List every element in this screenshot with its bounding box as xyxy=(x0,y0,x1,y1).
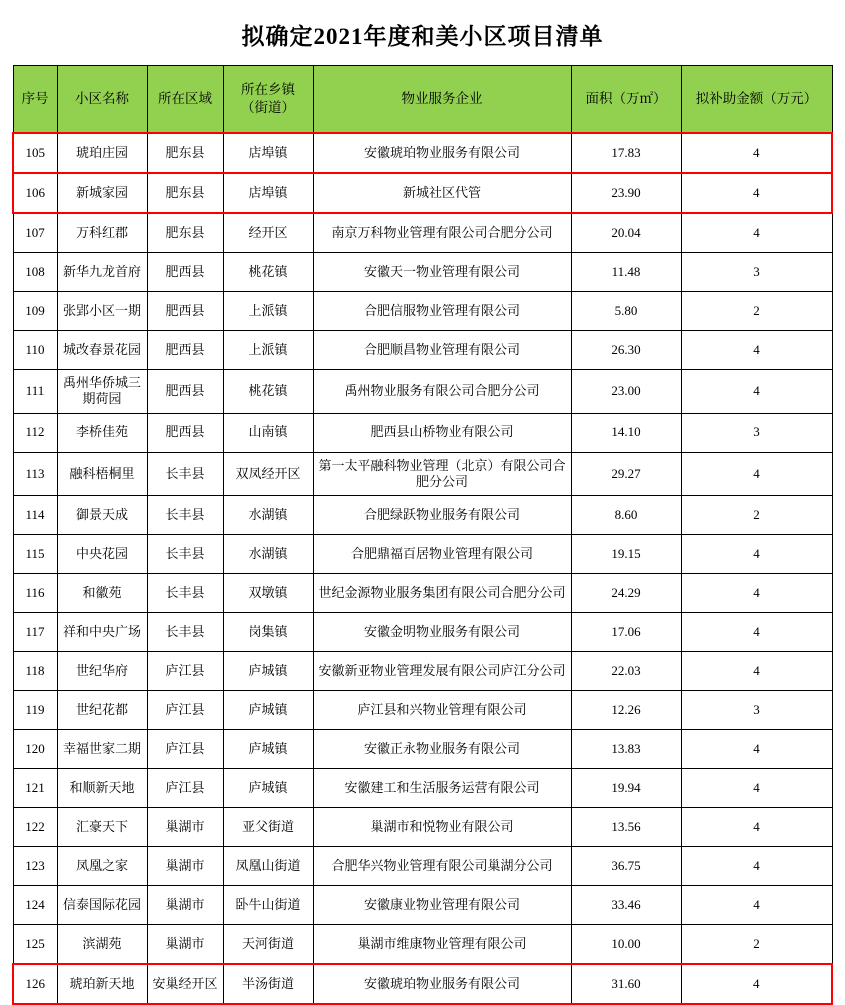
table-row xyxy=(13,253,832,292)
cell-subsidy-value: 4 xyxy=(681,808,832,847)
cell-row-index: 114 xyxy=(13,496,57,535)
cell-subsidy-value: 4 xyxy=(681,886,832,925)
cell-district: 巢湖市 xyxy=(147,808,223,847)
cell-area-value: 8.60 xyxy=(571,496,681,535)
cell-property-company: 合肥鼎福百居物业管理有限公司 xyxy=(313,535,571,574)
cell-township: 上派镇 xyxy=(223,292,313,331)
table-row xyxy=(13,173,832,213)
cell-district: 巢湖市 xyxy=(147,886,223,925)
table-row xyxy=(13,730,832,769)
cell-township: 庐城镇 xyxy=(223,730,313,769)
cell-township: 庐城镇 xyxy=(223,769,313,808)
cell-community-name: 融科梧桐里 xyxy=(57,452,147,496)
cell-subsidy-value: 4 xyxy=(681,613,832,652)
table-row xyxy=(13,370,832,414)
cell-community-name: 琥珀新天地 xyxy=(57,964,147,1004)
cell-township: 桃花镇 xyxy=(223,253,313,292)
table-row xyxy=(13,808,832,847)
table-row xyxy=(13,213,832,253)
cell-community-name: 李桥佳苑 xyxy=(57,413,147,452)
cell-row-index: 112 xyxy=(13,413,57,452)
cell-district: 长丰县 xyxy=(147,496,223,535)
cell-row-index: 110 xyxy=(13,331,57,370)
cell-property-company: 安徽新亚物业管理发展有限公司庐江分公司 xyxy=(313,652,571,691)
cell-row-index: 121 xyxy=(13,769,57,808)
cell-subsidy-value: 4 xyxy=(681,730,832,769)
table-row xyxy=(13,496,832,535)
cell-property-company: 合肥顺昌物业管理有限公司 xyxy=(313,331,571,370)
cell-property-company: 合肥华兴物业管理有限公司巢湖分公司 xyxy=(313,847,571,886)
cell-district: 庐江县 xyxy=(147,652,223,691)
cell-district: 肥西县 xyxy=(147,413,223,452)
table-row xyxy=(13,292,832,331)
cell-subsidy-value: 4 xyxy=(681,452,832,496)
cell-area-value: 13.56 xyxy=(571,808,681,847)
table-row xyxy=(13,847,832,886)
cell-community-name: 万科红郡 xyxy=(57,213,147,253)
cell-property-company: 第一太平融科物业管理（北京）有限公司合肥分公司 xyxy=(313,452,571,496)
cell-community-name: 城改春景花园 xyxy=(57,331,147,370)
table-row xyxy=(13,133,832,173)
cell-property-company: 肥西县山桥物业有限公司 xyxy=(313,413,571,452)
cell-township: 水湖镇 xyxy=(223,535,313,574)
table-row xyxy=(13,964,832,1004)
cell-district: 长丰县 xyxy=(147,613,223,652)
cell-row-index: 122 xyxy=(13,808,57,847)
cell-district: 庐江县 xyxy=(147,691,223,730)
cell-district: 肥西县 xyxy=(147,331,223,370)
cell-township: 亚父街道 xyxy=(223,808,313,847)
table-body xyxy=(13,133,832,1004)
cell-area-value: 36.75 xyxy=(571,847,681,886)
cell-row-index: 118 xyxy=(13,652,57,691)
cell-area-value: 14.10 xyxy=(571,413,681,452)
cell-area-value: 17.06 xyxy=(571,613,681,652)
cell-area-value: 19.15 xyxy=(571,535,681,574)
cell-area-value: 29.27 xyxy=(571,452,681,496)
cell-area-value: 17.83 xyxy=(571,133,681,173)
cell-township: 山南镇 xyxy=(223,413,313,452)
page-title: 拟确定2021年度和美小区项目清单 xyxy=(241,24,604,49)
cell-area-value: 24.29 xyxy=(571,574,681,613)
column-header-township xyxy=(223,66,313,134)
table-row xyxy=(13,652,832,691)
cell-area-value: 20.04 xyxy=(571,213,681,253)
cell-community-name: 禹州华侨城三期荷园 xyxy=(57,370,147,414)
cell-row-index: 125 xyxy=(13,925,57,965)
cell-community-name: 新华九龙首府 xyxy=(57,253,147,292)
cell-district: 巢湖市 xyxy=(147,925,223,965)
cell-township: 岗集镇 xyxy=(223,613,313,652)
cell-community-name: 御景天成 xyxy=(57,496,147,535)
cell-row-index: 106 xyxy=(13,173,57,213)
column-header-subsidy: 拟补助金额（万元） xyxy=(681,66,832,134)
cell-subsidy-value: 4 xyxy=(681,370,832,414)
cell-district: 肥东县 xyxy=(147,173,223,213)
table-row xyxy=(13,769,832,808)
column-header-district: 所在区域 xyxy=(147,66,223,134)
cell-property-company: 安徽天一物业管理有限公司 xyxy=(313,253,571,292)
cell-district: 肥东县 xyxy=(147,133,223,173)
cell-subsidy-value: 4 xyxy=(681,964,832,1004)
cell-community-name: 张郢小区一期 xyxy=(57,292,147,331)
cell-district: 长丰县 xyxy=(147,574,223,613)
cell-row-index: 119 xyxy=(13,691,57,730)
cell-property-company: 安徽康业物业管理有限公司 xyxy=(313,886,571,925)
cell-area-value: 5.80 xyxy=(571,292,681,331)
cell-row-index: 111 xyxy=(13,370,57,414)
cell-district: 肥西县 xyxy=(147,292,223,331)
cell-district: 长丰县 xyxy=(147,452,223,496)
cell-township: 凤凰山街道 xyxy=(223,847,313,886)
cell-community-name: 中央花园 xyxy=(57,535,147,574)
cell-community-name: 新城家园 xyxy=(57,173,147,213)
cell-row-index: 117 xyxy=(13,613,57,652)
table-row xyxy=(13,535,832,574)
cell-community-name: 凤凰之家 xyxy=(57,847,147,886)
table-row xyxy=(13,691,832,730)
cell-row-index: 124 xyxy=(13,886,57,925)
cell-district: 肥东县 xyxy=(147,213,223,253)
column-header-company: 物业服务企业 xyxy=(313,66,571,134)
cell-row-index: 113 xyxy=(13,452,57,496)
cell-property-company: 合肥信服物业管理有限公司 xyxy=(313,292,571,331)
table-header-row xyxy=(13,66,832,134)
cell-property-company: 巢湖市和悦物业有限公司 xyxy=(313,808,571,847)
cell-community-name: 和徽苑 xyxy=(57,574,147,613)
cell-subsidy-value: 4 xyxy=(681,847,832,886)
column-header-community-name: 小区名称 xyxy=(57,66,147,134)
cell-row-index: 116 xyxy=(13,574,57,613)
cell-township: 双墩镇 xyxy=(223,574,313,613)
cell-property-company: 巢湖市维康物业管理有限公司 xyxy=(313,925,571,965)
cell-row-index: 105 xyxy=(13,133,57,173)
cell-area-value: 23.90 xyxy=(571,173,681,213)
cell-subsidy-value: 4 xyxy=(681,173,832,213)
cell-row-index: 108 xyxy=(13,253,57,292)
table-row xyxy=(13,613,832,652)
cell-community-name: 汇豪天下 xyxy=(57,808,147,847)
cell-district: 庐江县 xyxy=(147,769,223,808)
column-header-township-line1: 所在乡镇 xyxy=(241,82,295,98)
cell-subsidy-value: 4 xyxy=(681,574,832,613)
cell-area-value: 10.00 xyxy=(571,925,681,965)
cell-township: 天河街道 xyxy=(223,925,313,965)
cell-area-value: 19.94 xyxy=(571,769,681,808)
cell-township: 经开区 xyxy=(223,213,313,253)
cell-township: 半汤街道 xyxy=(223,964,313,1004)
column-header-index: 序号 xyxy=(13,66,57,134)
column-header-area: 面积（万㎡） xyxy=(571,66,681,134)
cell-township: 上派镇 xyxy=(223,331,313,370)
cell-property-company: 合肥绿跃物业服务有限公司 xyxy=(313,496,571,535)
cell-district: 长丰县 xyxy=(147,535,223,574)
cell-community-name: 世纪华府 xyxy=(57,652,147,691)
cell-township: 桃花镇 xyxy=(223,370,313,414)
column-header-township-line2: （街道） xyxy=(241,100,295,115)
cell-property-company: 安徽琥珀物业服务有限公司 xyxy=(313,964,571,1004)
cell-community-name: 幸福世家二期 xyxy=(57,730,147,769)
cell-community-name: 祥和中央广场 xyxy=(57,613,147,652)
cell-township: 店埠镇 xyxy=(223,133,313,173)
cell-community-name: 琥珀庄园 xyxy=(57,133,147,173)
cell-subsidy-value: 4 xyxy=(681,652,832,691)
cell-property-company: 新城社区代管 xyxy=(313,173,571,213)
cell-community-name: 世纪花都 xyxy=(57,691,147,730)
cell-township: 水湖镇 xyxy=(223,496,313,535)
cell-community-name: 信泰国际花园 xyxy=(57,886,147,925)
cell-row-index: 109 xyxy=(13,292,57,331)
table-row xyxy=(13,886,832,925)
cell-row-index: 123 xyxy=(13,847,57,886)
cell-subsidy-value: 3 xyxy=(681,413,832,452)
cell-row-index: 107 xyxy=(13,213,57,253)
table-row xyxy=(13,574,832,613)
cell-subsidy-value: 2 xyxy=(681,925,832,965)
cell-row-index: 120 xyxy=(13,730,57,769)
table-header xyxy=(13,66,832,134)
cell-district: 庐江县 xyxy=(147,730,223,769)
cell-property-company: 安徽建工和生活服务运营有限公司 xyxy=(313,769,571,808)
cell-district: 巢湖市 xyxy=(147,847,223,886)
cell-property-company: 安徽琥珀物业服务有限公司 xyxy=(313,133,571,173)
cell-subsidy-value: 3 xyxy=(681,691,832,730)
cell-property-company: 禹州物业服务有限公司合肥分公司 xyxy=(313,370,571,414)
project-listing-table xyxy=(12,65,833,1005)
cell-area-value: 22.03 xyxy=(571,652,681,691)
cell-district: 安巢经开区 xyxy=(147,964,223,1004)
cell-subsidy-value: 3 xyxy=(681,253,832,292)
cell-subsidy-value: 2 xyxy=(681,496,832,535)
table-row xyxy=(13,331,832,370)
cell-area-value: 23.00 xyxy=(571,370,681,414)
cell-subsidy-value: 2 xyxy=(681,292,832,331)
cell-subsidy-value: 4 xyxy=(681,331,832,370)
cell-township: 店埠镇 xyxy=(223,173,313,213)
cell-property-company: 庐江县和兴物业管理有限公司 xyxy=(313,691,571,730)
cell-area-value: 33.46 xyxy=(571,886,681,925)
cell-district: 肥西县 xyxy=(147,253,223,292)
table-row xyxy=(13,452,832,496)
cell-property-company: 世纪金源物业服务集团有限公司合肥分公司 xyxy=(313,574,571,613)
cell-township: 卧牛山街道 xyxy=(223,886,313,925)
table-row xyxy=(13,925,832,965)
cell-property-company: 南京万科物业管理有限公司合肥分公司 xyxy=(313,213,571,253)
cell-township: 双凤经开区 xyxy=(223,452,313,496)
cell-community-name: 滨湖苑 xyxy=(57,925,147,965)
cell-area-value: 31.60 xyxy=(571,964,681,1004)
cell-area-value: 26.30 xyxy=(571,331,681,370)
cell-township: 庐城镇 xyxy=(223,691,313,730)
cell-area-value: 13.83 xyxy=(571,730,681,769)
cell-property-company: 安徽金明物业服务有限公司 xyxy=(313,613,571,652)
cell-area-value: 12.26 xyxy=(571,691,681,730)
cell-area-value: 11.48 xyxy=(571,253,681,292)
cell-subsidy-value: 4 xyxy=(681,213,832,253)
cell-subsidy-value: 4 xyxy=(681,769,832,808)
cell-township: 庐城镇 xyxy=(223,652,313,691)
cell-subsidy-value: 4 xyxy=(681,535,832,574)
cell-district: 肥西县 xyxy=(147,370,223,414)
cell-property-company: 安徽正永物业服务有限公司 xyxy=(313,730,571,769)
cell-subsidy-value: 4 xyxy=(681,133,832,173)
cell-row-index: 115 xyxy=(13,535,57,574)
table-row xyxy=(13,413,832,452)
cell-community-name: 和顺新天地 xyxy=(57,769,147,808)
cell-row-index: 126 xyxy=(13,964,57,1004)
